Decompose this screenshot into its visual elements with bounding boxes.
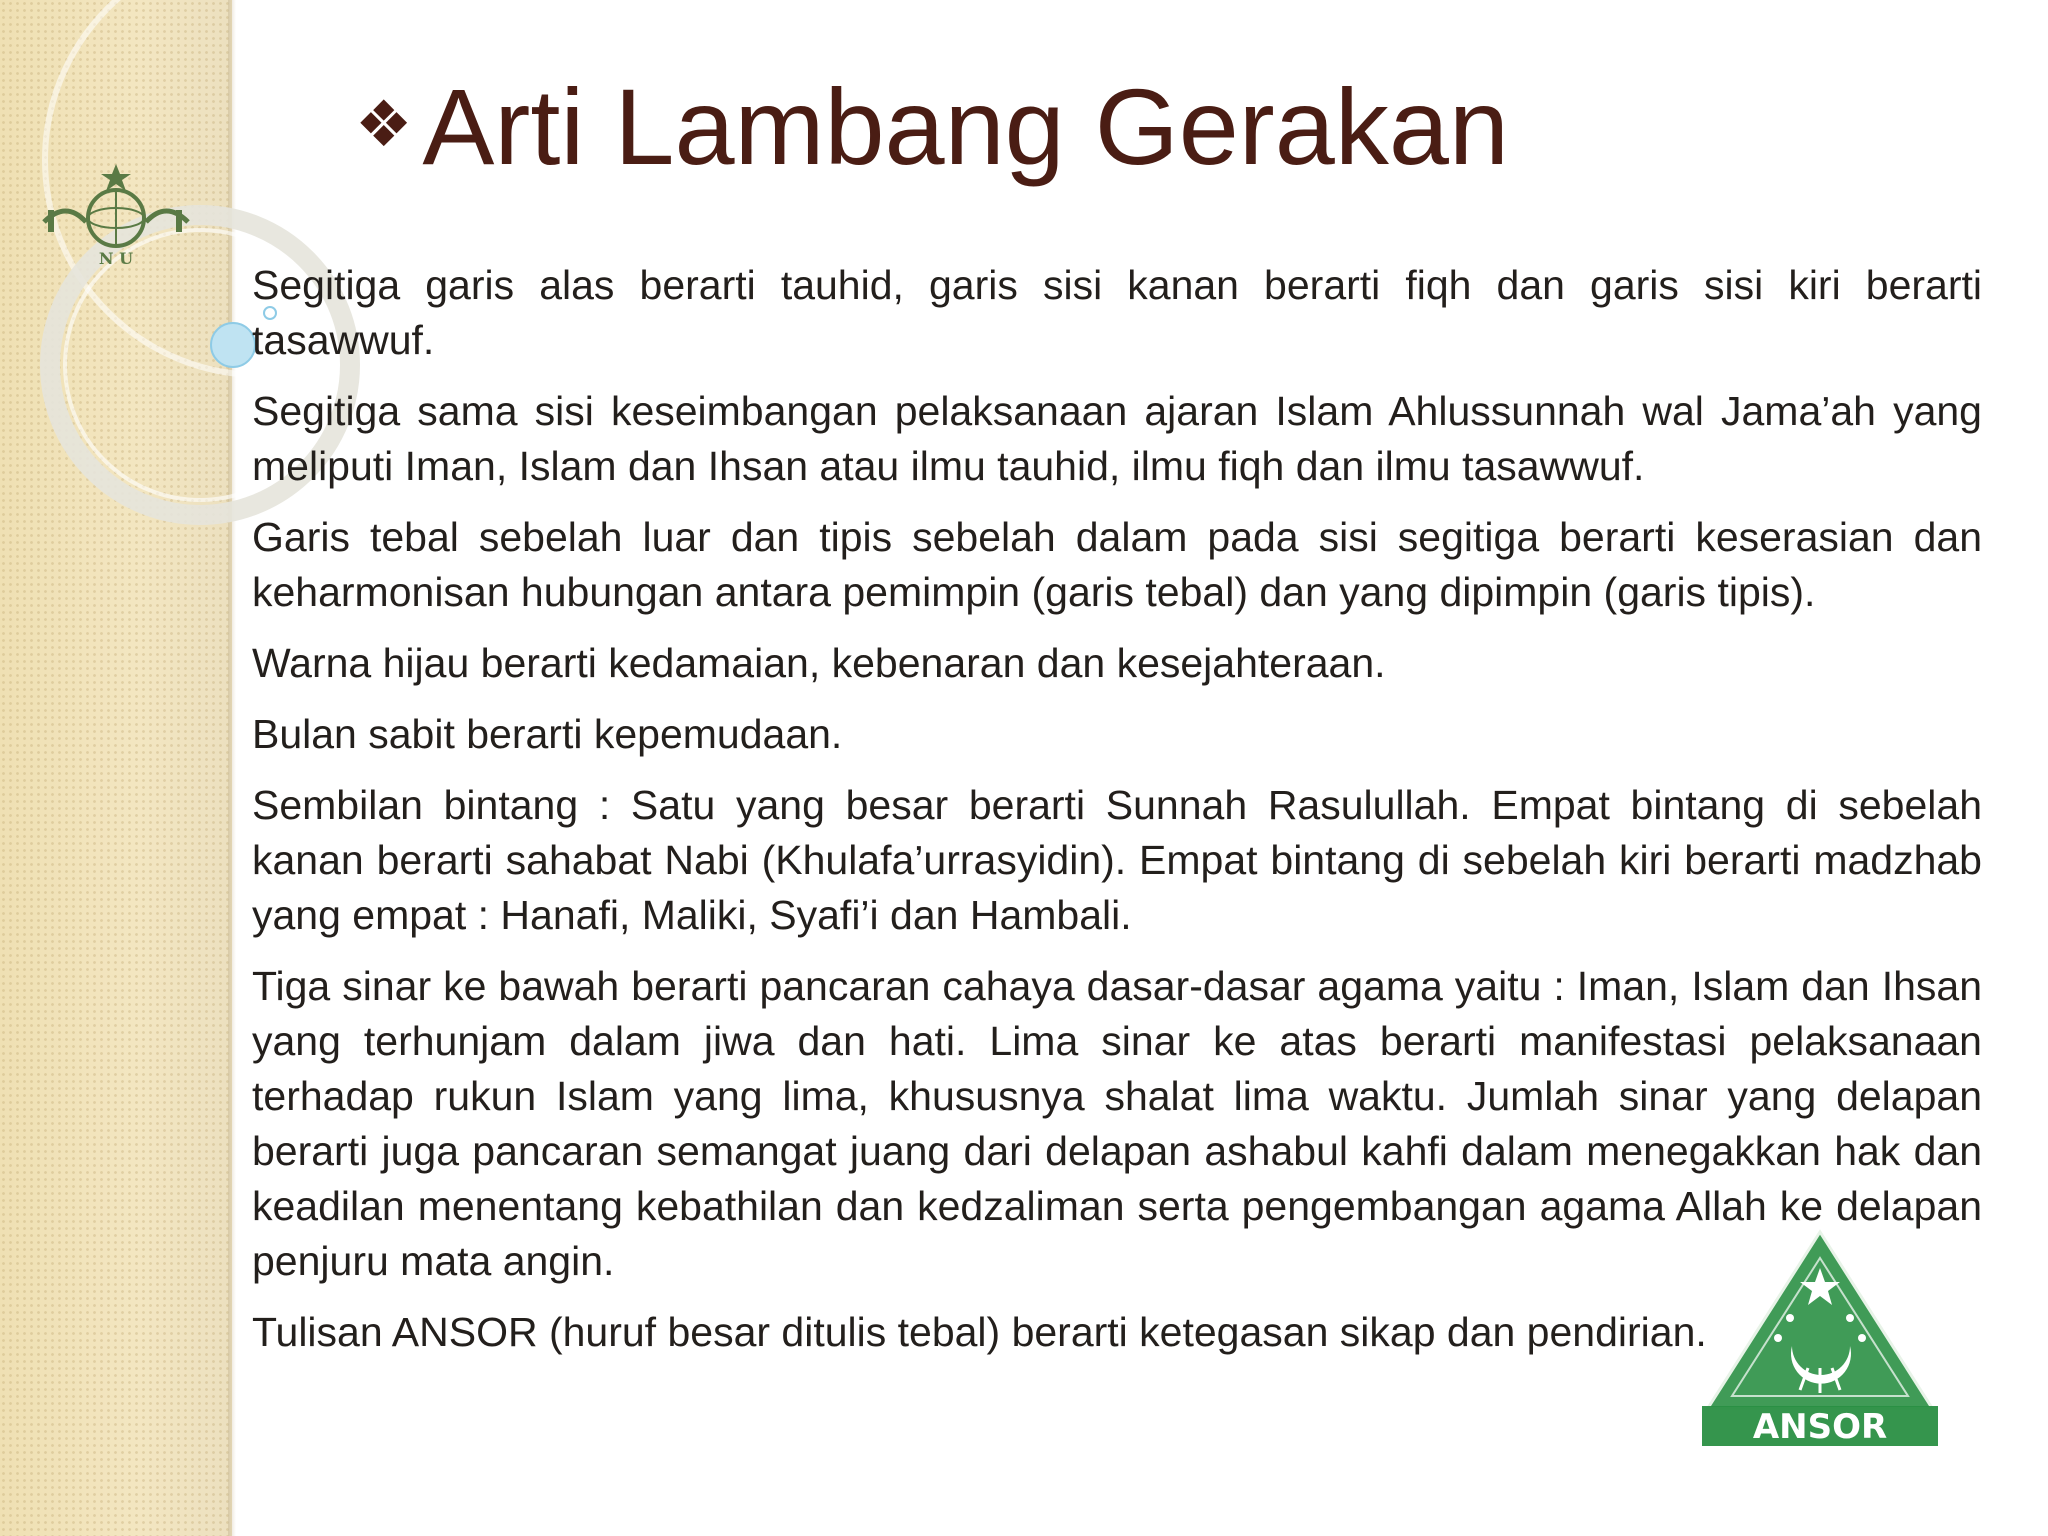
slide-content bbox=[252, 258, 1982, 1376]
paragraph-segitiga-sama-sisi: Segitiga sama sisi keseimbangan pelaksanaan ajaran Islam Ahlussunnah wal Jama’ah yang meliputi Iman, Islam dan Ihsan atau ilmu tauhid, ilmu fiqh dan ilmu tasawwuf. bbox=[252, 388, 1982, 489]
nu-logo-icon bbox=[36, 160, 196, 270]
paragraph-tulisan-ansor: Tulisan ANSOR (huruf besar ditulis tebal) berarti ketegasan sikap dan pendirian. bbox=[252, 1309, 1707, 1355]
paragraph-tiga-sinar: Tiga sinar ke bawah berarti pancaran cahaya dasar-dasar agama yaitu : Iman, Islam dan Ihsan yang terhunjam dalam jiwa dan hati. Lima sinar ke atas berarti manifestasi pelaksanaan terhadap rukun Islam yang lima, khususnya shalat lima waktu. Jumlah sinar yang delapan berarti juga pancaran semangat juang dari delapan ashabul kahfi dalam menegakkan hak dan keadilan menentang kebathilan dan kedzaliman serta pengembangan agama Allah ke delapan penjuru mata angin. bbox=[252, 963, 1982, 1284]
ansor-logo-text: ANSOR bbox=[1752, 1407, 1888, 1447]
paragraph-segitiga-garis: Segitiga garis alas berarti tauhid, garis sisi kanan berarti fiqh dan garis sisi kiri berarti tasawwuf. bbox=[252, 262, 1982, 363]
title-bullet-icon: ❖ bbox=[355, 88, 413, 162]
paragraph-sembilan-bintang: Sembilan bintang : Satu yang besar berarti Sunnah Rasulullah. Empat bintang di sebelah kanan berarti sahabat Nabi (Khulafa’urrasyidin). Empat bintang di sebelah kiri berarti madzhab yang empat : Hanafi, Maliki, Syafi’i dan Hambali. bbox=[252, 782, 1982, 938]
slide-title-text: Arti Lambang Gerakan bbox=[422, 66, 1509, 187]
paragraph-warna-hijau: Warna hijau berarti kedamaian, kebenaran dan kesejahteraan. bbox=[252, 640, 1386, 686]
paragraph-bulan-sabit: Bulan sabit berarti kepemudaan. bbox=[252, 711, 843, 757]
nu-logo-letters: N U bbox=[98, 249, 134, 268]
paragraph-garis-tebal: Garis tebal sebelah luar dan tipis sebelah dalam pada sisi segitiga berarti keserasian dan keharmonisan hubungan antara pemimpin (garis tebal) dan yang dipimpin (garis tipis). bbox=[252, 514, 1982, 615]
slide-title bbox=[355, 60, 1509, 192]
ansor-logo-icon bbox=[1700, 1228, 1940, 1448]
